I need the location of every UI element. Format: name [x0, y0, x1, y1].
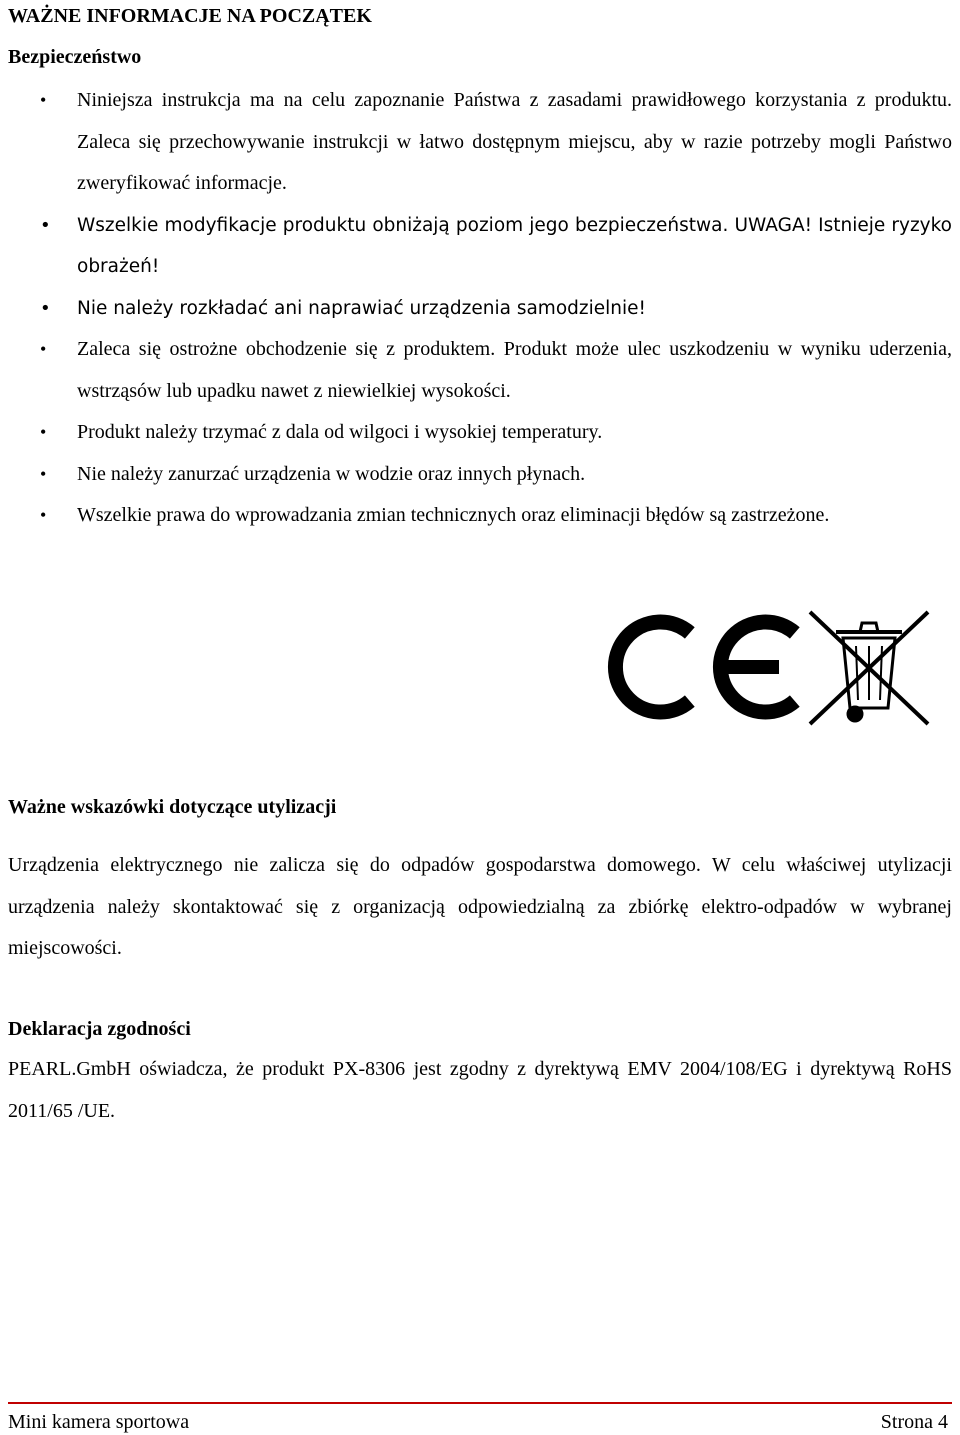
bullet-icon: •	[40, 90, 47, 110]
bullet-icon: •	[40, 463, 47, 484]
ce-mark-icon	[615, 622, 794, 712]
page-title: WAŻNE INFORMACJE NA POCZĄTEK	[8, 5, 372, 27]
bullet-icon: •	[40, 339, 47, 359]
safety-item-text: Nie należy rozkładać ani naprawiać urządzenia samodzielnie!	[77, 297, 646, 319]
disposal-text: Urządzenia elektrycznego nie zalicza się do odpadów gospodarstwa domowego. W celu właściwej utylizacji urządzenia należy skontaktować się z organizacją odpowiedzialną za zbiórkę elektro-odpadów w wybranej miejscowości.	[8, 854, 952, 959]
safety-item-text: Produkt należy trzymać z dala od wilgoci i wysokiej temperatury.	[77, 421, 603, 443]
bullet-icon: •	[40, 214, 51, 236]
conformity-text: PEARL.GmbH oświadcza, że produkt PX-8306 jest zgodny z dyrektywą EMV 2004/108/EG i dyrektywą RoHS 2011/65 /UE.	[8, 1058, 952, 1122]
safety-item-text: Niniejsza instrukcja ma na celu zapoznanie Państwa z zasadami prawidłowego korzystania z produktu. Zaleca się przechowywanie instrukcji w łatwo dostępnym miejscu, aby w razie potrzeby mogli Państwo zweryfikować informacje.	[77, 89, 952, 194]
safety-item-text: Wszelkie modyfikacje produktu obniżają poziom jego bezpieczeństwa. UWAGA! Istnieje ryzyko obrażeń!	[77, 214, 952, 277]
crossed-out-wheelie-bin-icon	[810, 612, 928, 724]
bullet-icon: •	[40, 505, 47, 525]
safety-item-text: Wszelkie prawa do wprowadzania zmian technicznych oraz eliminacji błędów są zastrzeżone.	[77, 504, 830, 526]
bullet-icon: •	[40, 422, 47, 442]
safety-item-1	[0, 80, 960, 205]
safety-item-5	[0, 412, 960, 454]
safety-item-7	[0, 495, 960, 537]
safety-item-text: Nie należy zanurzać urządzenia w wodzie oraz innych płynach.	[77, 462, 586, 485]
footer-divider	[8, 1402, 952, 1404]
safety-item-3	[0, 288, 960, 330]
safety-item-6	[0, 454, 960, 496]
bullet-icon: •	[40, 297, 51, 319]
safety-item-2	[0, 205, 960, 288]
safety-heading: Bezpieczeństwo	[8, 46, 142, 68]
page-number: Strona 4	[880, 1411, 948, 1433]
safety-item-4	[0, 329, 960, 412]
disposal-heading: Ważne wskazówki dotyczące utylizacji	[8, 796, 337, 818]
compliance-symbols-graphic	[598, 606, 933, 728]
safety-list	[0, 80, 960, 537]
safety-item-text: Zaleca się ostrożne obchodzenie się z produktem. Produkt może ulec uszkodzeniu w wyniku uderzenia, wstrząsów lub upadku nawet z niewielkiej wysokości.	[77, 338, 952, 402]
compliance-symbols	[598, 606, 933, 728]
conformity-heading: Deklaracja zgodności	[8, 1018, 191, 1040]
footer-product-name: Mini kamera sportowa	[8, 1411, 190, 1433]
